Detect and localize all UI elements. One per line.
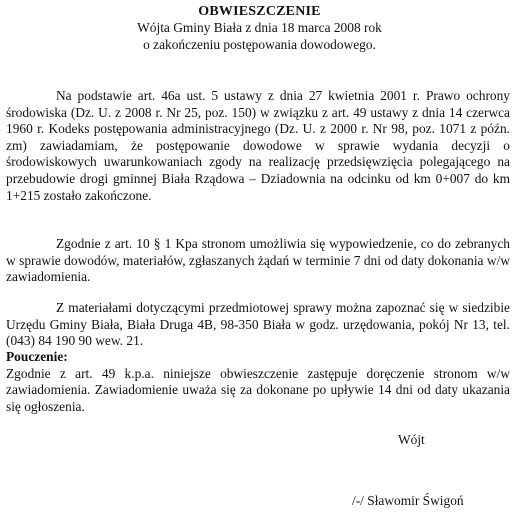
document-subtitle-issuer: Wójta Gminy Biała z dnia 18 marca 2008 rok bbox=[137, 20, 382, 35]
signature-title: Wójt bbox=[398, 432, 425, 447]
notice-label: Pouczenie: bbox=[6, 349, 68, 364]
document-title: OBWIESZCZENIE bbox=[198, 4, 321, 19]
body-paragraph-rights: Zgodnie z art. 10 § 1 Kpa stronom umożliwia się wypowiedzenie, co do zebranych w sprawie dowodów, materiałów, zgłaszanych żądań w terminie 7 dni od daty dokonania w/w zawiadomienia. bbox=[6, 236, 510, 285]
document-header bbox=[0, 3, 519, 53]
signature-name: /-/ Sławomir Świgoń bbox=[352, 493, 464, 508]
notice-section bbox=[6, 349, 510, 415]
body-paragraph-access: Z materiałami dotyczącymi przedmiotowej sprawy można zapoznać się w siedzibie Urzędu Gminy Biała, Biała Druga 4B, 98-350 Biała w godz. urzędowania, pokój Nr 13, tel. (043) 84 190 90 wew. 21. bbox=[6, 300, 510, 349]
notice-text: Zgodnie z art. 49 k.p.a. niniejsze obwieszczenie zastępuje doręczenie stronom w/w zawiadomienia. Zawiadomienie uważa się za dokonane po upływie 14 dni od daty ukazania się ogłoszenia. bbox=[6, 365, 510, 414]
body-paragraph-legal-basis: Na podstawie art. 46a ust. 5 ustawy z dnia 27 kwietnia 2001 r. Prawo ochrony środowiska (Dz. U. z 2008 r. Nr 25, poz. 150) w związku z art. 49 ustawy z dnia 14 czerwca 1960 r. Kodeks postępowania administracyjnego (Dz. U. z 2000 r. Nr 98, poz. 1071 z późn. zm) zawiadamiam, że postępowanie dowodowe w sprawie wydania decyzji o środowiskowych uwarunkowaniach zgody na realizację przedsięwzięcia polegającego na przebudowie drogi gminnej Biała Rządowa – Dziadownia na odcinku od km 0+007 do km 1+215 zostało zakończone. bbox=[6, 88, 510, 203]
document-subtitle-subject: o zakończeniu postępowania dowodowego. bbox=[143, 36, 376, 52]
